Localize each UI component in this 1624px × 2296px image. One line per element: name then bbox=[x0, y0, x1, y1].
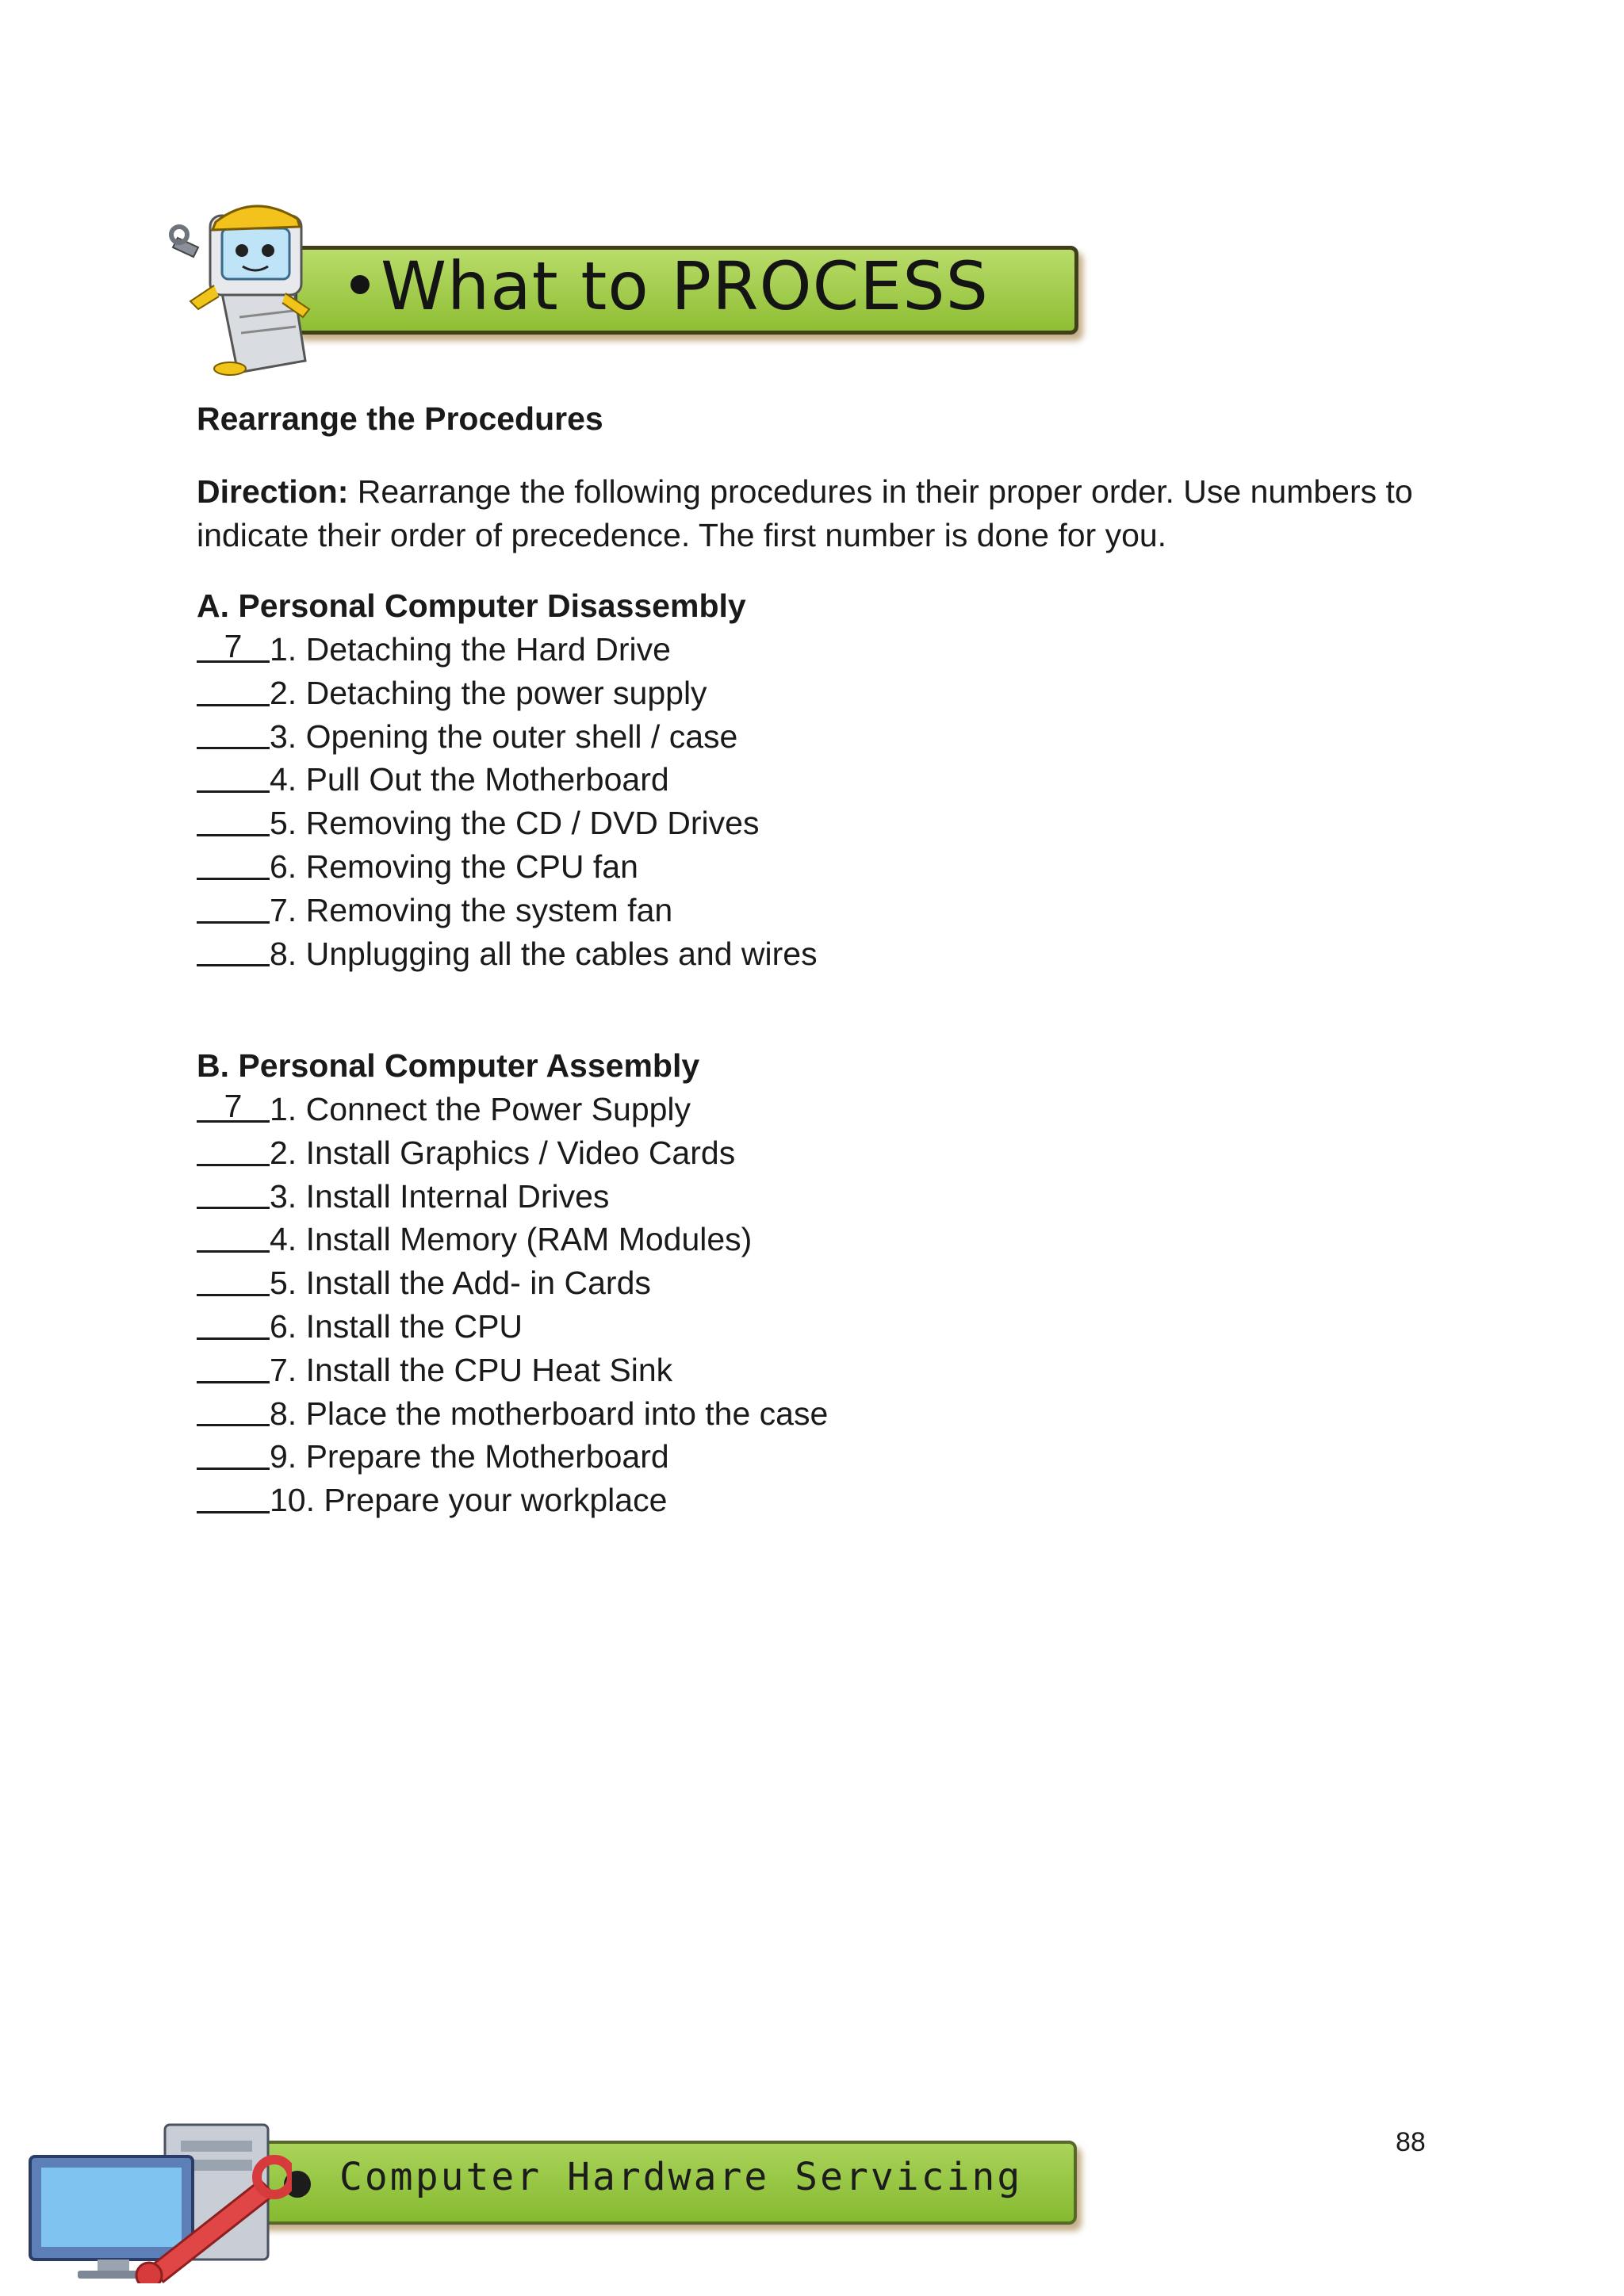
list-item bbox=[197, 1131, 828, 1175]
answer-blank[interactable] bbox=[197, 760, 270, 793]
answer-blank[interactable] bbox=[197, 890, 270, 924]
list-item bbox=[197, 758, 818, 802]
list-item bbox=[197, 1261, 828, 1305]
list-item bbox=[197, 715, 818, 759]
page-title: What to PROCESS bbox=[350, 247, 989, 325]
section-title: Rearrange the Procedures bbox=[197, 400, 603, 437]
list-item-text: 10. Prepare your workplace bbox=[270, 1482, 668, 1519]
list-item-text: 2. Detaching the power supply bbox=[270, 674, 707, 711]
list-item bbox=[197, 932, 818, 976]
list-item-text: 4. Install Memory (RAM Modules) bbox=[270, 1221, 753, 1258]
direction-label: Direction: bbox=[197, 473, 349, 510]
list-item bbox=[197, 1392, 828, 1436]
list-a-heading: A. Personal Computer Disassembly bbox=[197, 587, 746, 624]
list-a bbox=[197, 584, 818, 975]
desktop-computer-icon bbox=[22, 2109, 292, 2283]
list-item bbox=[197, 1175, 828, 1219]
list-item-text: 7. Removing the system fan bbox=[270, 891, 673, 928]
list-item bbox=[197, 845, 818, 889]
answer-blank[interactable]: 7 bbox=[197, 1089, 270, 1123]
answer-blank[interactable] bbox=[197, 1480, 270, 1513]
list-item-text: 3. Opening the outer shell / case bbox=[270, 718, 738, 755]
header-banner bbox=[167, 198, 989, 381]
list-item bbox=[197, 628, 818, 672]
answer-blank[interactable] bbox=[197, 1263, 270, 1296]
list-item bbox=[197, 802, 818, 845]
answer-blank[interactable] bbox=[197, 1307, 270, 1340]
list-item-text: 1. Connect the Power Supply bbox=[270, 1091, 691, 1127]
direction-paragraph bbox=[197, 470, 1481, 557]
list-item-text: 9. Prepare the Motherboard bbox=[270, 1438, 669, 1475]
list-b bbox=[197, 1044, 828, 1522]
answer-blank[interactable] bbox=[197, 1219, 270, 1253]
answer-blank[interactable] bbox=[197, 1133, 270, 1166]
list-item-text: 1. Detaching the Hard Drive bbox=[270, 631, 671, 668]
answer-blank[interactable] bbox=[197, 847, 270, 880]
list-item bbox=[197, 672, 818, 715]
answer-blank[interactable] bbox=[197, 933, 270, 966]
answer-blank[interactable] bbox=[197, 1437, 270, 1470]
list-item-text: 6. Removing the CPU fan bbox=[270, 848, 638, 885]
list-item-text: 6. Install the CPU bbox=[270, 1307, 523, 1345]
list-item bbox=[197, 1088, 828, 1131]
list-item-text: 5. Install the Add- in Cards bbox=[270, 1265, 651, 1302]
answer-blank[interactable] bbox=[197, 716, 270, 749]
answer-blank[interactable] bbox=[197, 673, 270, 706]
list-item-text: 2. Install Graphics / Video Cards bbox=[270, 1134, 736, 1171]
answer-blank[interactable] bbox=[197, 1393, 270, 1426]
page-number: 88 bbox=[1396, 2127, 1426, 2157]
list-item bbox=[197, 1349, 828, 1392]
answer-blank[interactable] bbox=[197, 803, 270, 836]
list-item-text: 8. Place the motherboard into the case bbox=[270, 1395, 829, 1432]
computer-mascot-icon bbox=[167, 198, 349, 381]
answer-blank[interactable]: 7 bbox=[197, 629, 270, 663]
list-item-text: 3. Install Internal Drives bbox=[270, 1177, 610, 1215]
list-item bbox=[197, 889, 818, 932]
answer-blank[interactable] bbox=[197, 1176, 270, 1209]
list-item bbox=[197, 1479, 828, 1522]
list-item bbox=[197, 1435, 828, 1479]
list-item-text: 7. Install the CPU Heat Sink bbox=[270, 1351, 673, 1388]
list-item bbox=[197, 1218, 828, 1261]
list-item-text: 4. Pull Out the Motherboard bbox=[270, 761, 669, 798]
list-item bbox=[197, 1305, 828, 1349]
direction-text: Rearrange the following procedures in their proper order. Use numbers to indicate their order of precedence. The first number is done for you. bbox=[197, 473, 1413, 553]
bullet-icon bbox=[350, 275, 370, 294]
footer-title: Computer Hardware Servicing bbox=[339, 2155, 1023, 2199]
list-item-text: 5. Removing the CD / DVD Drives bbox=[270, 805, 760, 842]
footer-banner bbox=[22, 2109, 1085, 2283]
list-item-text: 8. Unplugging all the cables and wires bbox=[270, 935, 818, 972]
list-b-heading: B. Personal Computer Assembly bbox=[197, 1047, 700, 1084]
answer-blank[interactable] bbox=[197, 1350, 270, 1383]
